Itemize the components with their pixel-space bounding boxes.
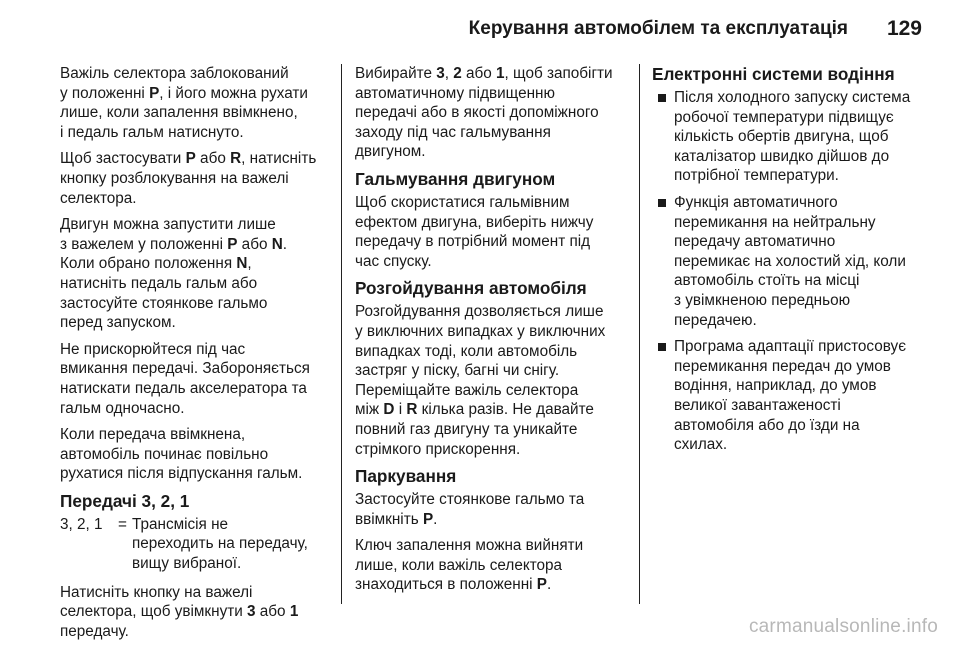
- definition-equals: =: [118, 515, 127, 533]
- paragraph: Щоб застосувати P або R, натисніть кнопку розблокування на важелі селектора.: [60, 150, 317, 207]
- definition-term: 3, 2, 1: [60, 515, 103, 533]
- paragraph: Не прискорюйтеся під час вмикання передачі. Забороняється натискати педаль акселератора та гальм одночасно.: [60, 340, 310, 417]
- column-divider: [341, 64, 342, 604]
- section-heading: Гальмування двигуном: [355, 168, 556, 189]
- list-item: Після холодного запуску система робочої температури підвищує кількість обертів двигуна, щоб каталізатор швидко дійшов до потрібної температури.: [652, 88, 930, 186]
- paragraph: Важіль селектора заблокований у положенні P, і його можна рухати лише, коли запалення ввімкнено, і педаль гальм натиснуто.: [60, 65, 308, 141]
- page-number: 129: [886, 17, 922, 40]
- square-bullet-icon: [658, 94, 666, 102]
- definition-row: [60, 515, 336, 574]
- column-divider: [639, 64, 640, 604]
- paragraph: Щоб скористатися гальмівним ефектом двигуна, виберіть нижчу передачу в потрібний момент під час спуску.: [355, 193, 594, 270]
- column-right: [652, 64, 930, 462]
- paragraph: Застосуйте стоянкове гальмо та ввімкніть P.: [355, 491, 585, 528]
- list-item: Програма адаптації пристосовує перемикання передач до умов водіння, наприклад, до умов великої завантаженості автомобіля або до їзди на схилах.: [652, 337, 930, 455]
- definition-description: Трансмісія не переходить на передачу, вищу вибраної.: [132, 515, 308, 573]
- column-left: [60, 64, 336, 648]
- paragraph: Натисніть кнопку на важелі селектора, щоб увімкнути 3 або 1 передачу.: [60, 583, 299, 640]
- section-heading: Паркування: [355, 466, 457, 487]
- paragraph: Розгойдування дозволяється лише у виключних випадках у виключних випадках тоді, коли автомобіль застряг у піску, багні чи снігу. Переміщайте важіль селектора між D і R кілька разів. Не давайте повний газ двигуну та уникайте стрімкого прискорення.: [355, 303, 606, 458]
- square-bullet-icon: [658, 343, 666, 351]
- section-heading: Передачі 3, 2, 1: [60, 490, 190, 511]
- column-middle: [355, 64, 627, 602]
- paragraph: Коли передача ввімкнена, автомобіль починає повільно рухатися після відпускання гальм.: [60, 426, 303, 483]
- page-header: [0, 0, 960, 56]
- paragraph: Вибирайте 3, 2 або 1, щоб запобігти автоматичному підвищенню передачі або в якості допоміжного заходу під час гальмування двигуном.: [355, 65, 613, 161]
- bullet-list: [652, 88, 930, 455]
- paragraph: Ключ запалення можна вийняти лише, коли важіль селектора знаходиться в положенні P.: [355, 537, 584, 594]
- list-item: Функція автоматичного перемикання на нейтральну передачу автоматично перемикає на холостий хід, коли автомобіль стоїть на місці з увімкненою передньою передачею.: [652, 193, 930, 330]
- square-bullet-icon: [658, 199, 666, 207]
- section-heading: Електронні системи водіння: [652, 64, 895, 84]
- paragraph: Двигун можна запустити лише з важелем у положенні P або N. Коли обрано положення N, натисніть педаль гальм або застосуйте стоянкове гальмо перед запуском.: [60, 216, 288, 332]
- section-heading: Розгойдування автомобіля: [355, 278, 587, 299]
- section-title: Керування автомобілем та експлуатація: [468, 18, 848, 39]
- watermark: carmanualsonline.info: [748, 616, 938, 637]
